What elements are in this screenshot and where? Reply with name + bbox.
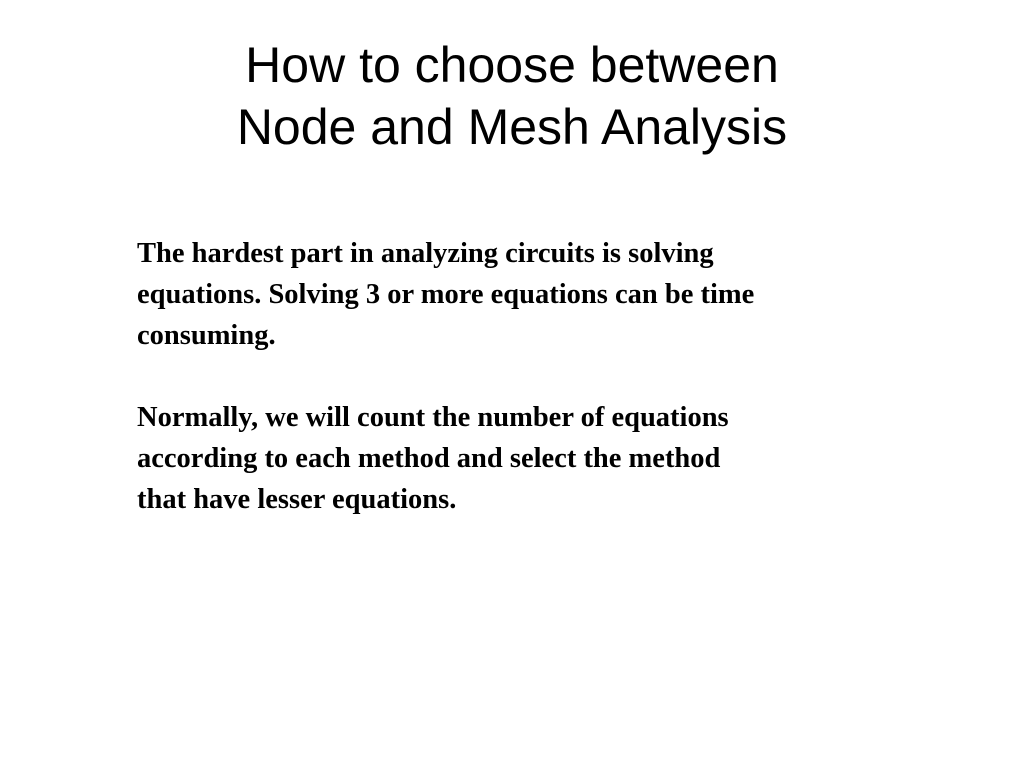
paragraph-intro <box>137 233 897 356</box>
text-line: according to each method and select the method <box>137 443 721 474</box>
paragraph-method <box>137 397 897 520</box>
text-line: The hardest part in analyzing circuits is solving <box>137 238 714 269</box>
text-line: consuming. <box>137 320 276 351</box>
title-line: Node and Mesh Analysis <box>236 99 788 155</box>
text-line: that have lesser equations. <box>137 484 457 515</box>
title-line: How to choose between <box>245 37 779 93</box>
slide-title <box>0 34 1024 158</box>
text-line: Normally, we will count the number of equations <box>137 402 729 433</box>
text-line: equations. Solving 3 or more equations can be time <box>137 279 755 310</box>
slide-body <box>137 233 897 561</box>
